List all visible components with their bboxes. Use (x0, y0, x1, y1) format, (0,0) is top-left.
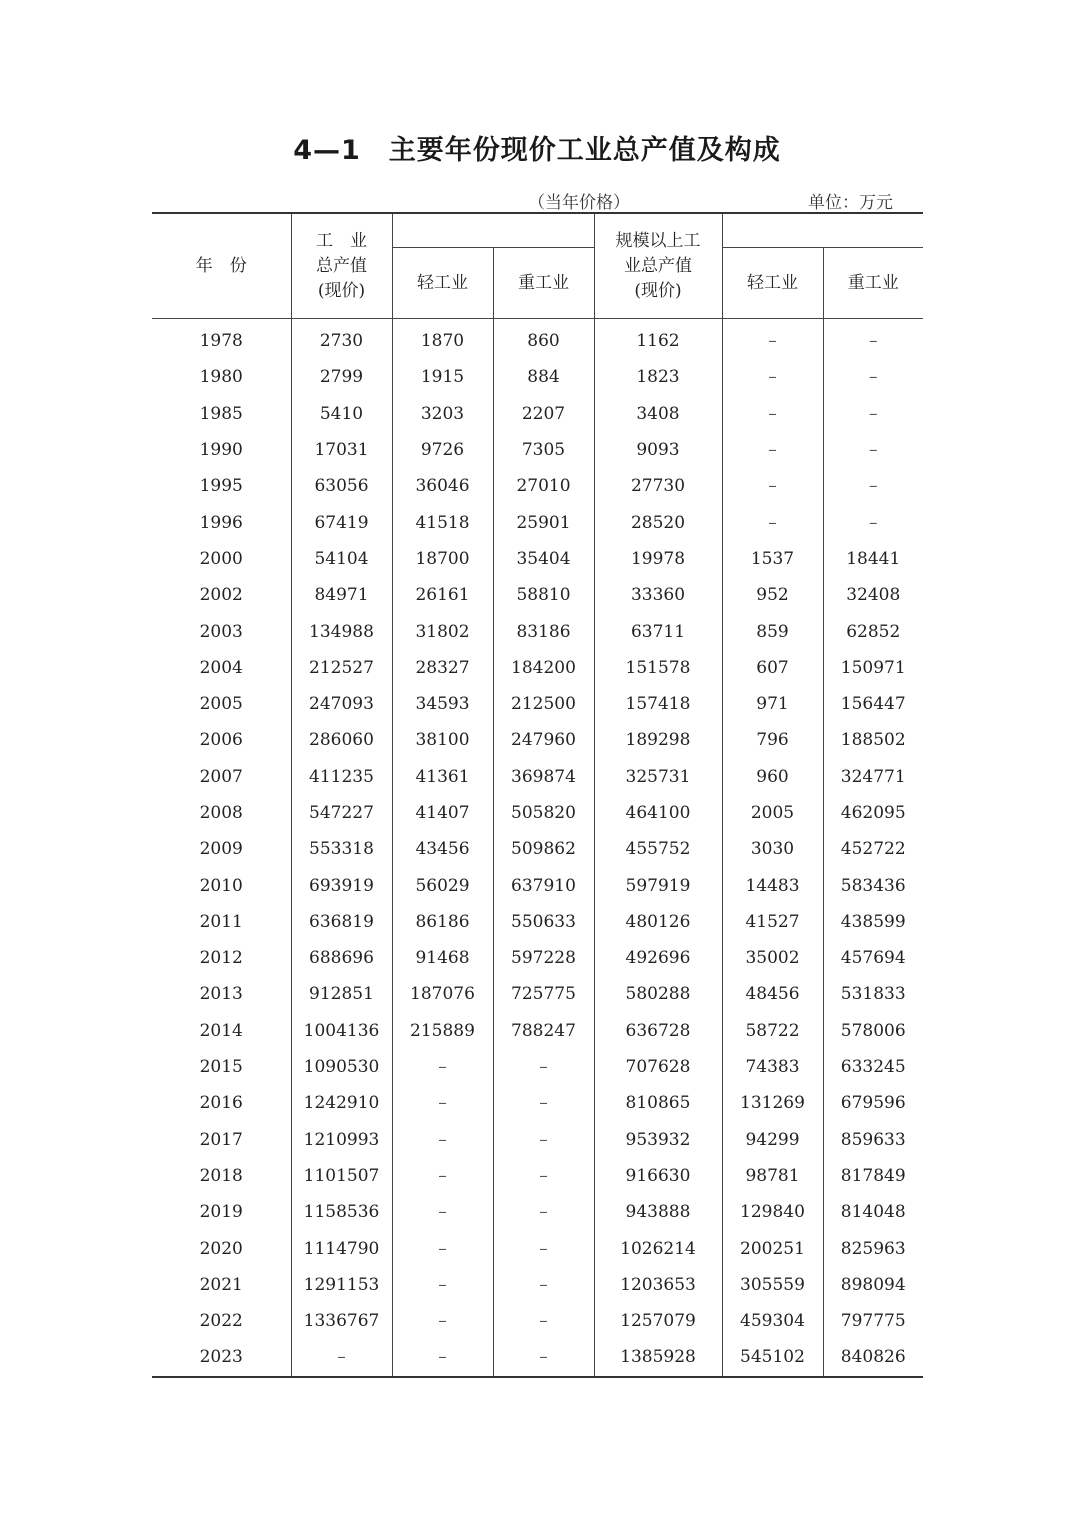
above-scale-light-cell: 41527 (722, 904, 823, 940)
above-scale-light-cell: 952 (722, 577, 823, 613)
gross-output-cell: 1242910 (291, 1085, 392, 1121)
above-scale-light-cell: 94299 (722, 1122, 823, 1158)
light-industry-cell: 91468 (392, 940, 493, 976)
table-row (152, 359, 923, 395)
header-heavy-industry-above-scale: 重工业 (823, 248, 923, 319)
above-scale-light-cell: 131269 (722, 1085, 823, 1121)
header-gross-line2: 总产值 (316, 255, 367, 276)
heavy-industry-cell: – (493, 1158, 594, 1194)
above-scale-light-cell: 796 (722, 722, 823, 758)
above-scale-output-cell: 916630 (594, 1158, 722, 1194)
header-above-line1: 规模以上工 (615, 230, 701, 251)
above-scale-light-cell: 58722 (722, 1013, 823, 1049)
above-scale-heavy-cell: 840826 (823, 1339, 923, 1376)
header-gross-line3: (现价) (317, 280, 366, 301)
gross-output-cell: 1114790 (291, 1230, 392, 1266)
above-scale-light-cell: – (722, 432, 823, 468)
table-row (152, 1267, 923, 1303)
above-scale-light-cell: 200251 (722, 1230, 823, 1266)
light-industry-cell: 28327 (392, 650, 493, 686)
above-scale-output-cell: 325731 (594, 759, 722, 795)
above-scale-heavy-cell: 457694 (840, 948, 906, 969)
table-row (152, 940, 923, 976)
above-scale-light-cell: – (722, 504, 823, 540)
table-row (152, 867, 923, 903)
heavy-industry-cell: 637910 (493, 867, 594, 903)
above-scale-light-cell: 607 (722, 650, 823, 686)
heavy-industry-cell: 884 (493, 359, 594, 395)
light-industry-cell: 34593 (392, 686, 493, 722)
above-scale-light-cell: – (722, 319, 823, 360)
table-row (152, 319, 923, 360)
page-title: 4—1 主要年份现价工业总产值及构成 (293, 135, 781, 166)
heavy-industry-cell: – (493, 1303, 594, 1339)
light-industry-cell: – (392, 1085, 493, 1121)
light-industry-cell: 3203 (392, 396, 493, 432)
table-row (152, 759, 923, 795)
above-scale-heavy-cell: 32408 (846, 585, 901, 606)
above-scale-light-cell: 129840 (722, 1194, 823, 1230)
gross-output-cell: 688696 (291, 940, 392, 976)
above-scale-light-cell: 859 (722, 613, 823, 649)
heavy-industry-cell: – (493, 1085, 594, 1121)
above-scale-light-cell: – (722, 468, 823, 504)
above-scale-heavy-cell: 62852 (846, 621, 901, 642)
table-row (152, 976, 923, 1012)
above-scale-heavy-cell: 438599 (840, 911, 906, 932)
light-industry-cell: 41361 (392, 759, 493, 795)
above-scale-heavy-cell: 156447 (840, 694, 906, 715)
heavy-industry-cell: 509862 (493, 831, 594, 867)
table-row (152, 541, 923, 577)
above-scale-output-cell: 1257079 (594, 1303, 722, 1339)
table-row (152, 396, 923, 432)
year-cell: 2022 (152, 1303, 291, 1339)
light-industry-cell: 1915 (392, 359, 493, 395)
year-cell: 2012 (152, 940, 291, 976)
year-cell: 2002 (152, 577, 291, 613)
above-scale-output-cell: 151578 (594, 650, 722, 686)
above-scale-output-cell: 953932 (594, 1122, 722, 1158)
gross-output-cell: 553318 (291, 831, 392, 867)
above-scale-output-cell: 1026214 (594, 1230, 722, 1266)
year-cell: 1978 (152, 319, 291, 360)
heavy-industry-cell: 25901 (493, 504, 594, 540)
heavy-industry-cell: 35404 (493, 541, 594, 577)
table-row (152, 468, 923, 504)
light-industry-cell: – (392, 1049, 493, 1085)
table-row (152, 722, 923, 758)
year-cell: 2013 (152, 976, 291, 1012)
above-scale-output-cell: 707628 (594, 1049, 722, 1085)
heavy-industry-cell: 550633 (493, 904, 594, 940)
light-industry-cell: 215889 (392, 1013, 493, 1049)
above-scale-output-cell: 1162 (594, 319, 722, 360)
above-scale-output-cell: 480126 (594, 904, 722, 940)
table-header (152, 213, 923, 319)
light-industry-cell: 9726 (392, 432, 493, 468)
above-scale-heavy-cell: – (869, 331, 878, 352)
above-scale-light-cell: 48456 (722, 976, 823, 1012)
heavy-industry-cell: 597228 (493, 940, 594, 976)
year-cell: 2014 (152, 1013, 291, 1049)
year-cell: 1980 (152, 359, 291, 395)
light-industry-cell: 86186 (392, 904, 493, 940)
table-row (152, 432, 923, 468)
gross-output-cell: 247093 (291, 686, 392, 722)
above-scale-output-cell: 19978 (594, 541, 722, 577)
heavy-industry-cell: – (493, 1339, 594, 1376)
heavy-industry-cell: 212500 (493, 686, 594, 722)
above-scale-output-cell: 189298 (594, 722, 722, 758)
table-row (152, 1049, 923, 1085)
table-row (152, 1303, 923, 1339)
gross-output-cell: 912851 (291, 976, 392, 1012)
light-industry-cell: – (392, 1194, 493, 1230)
above-scale-light-cell: 98781 (722, 1158, 823, 1194)
table-row (152, 613, 923, 649)
year-cell: 2019 (152, 1194, 291, 1230)
light-industry-cell: 1870 (392, 319, 493, 360)
above-scale-heavy-cell: 679596 (840, 1093, 906, 1114)
table-row (152, 504, 923, 540)
light-industry-cell: – (392, 1267, 493, 1303)
header-gross-output (291, 213, 392, 319)
above-scale-light-cell: 2005 (722, 795, 823, 831)
table-row (152, 1339, 923, 1376)
above-scale-heavy-cell: 188502 (840, 730, 906, 751)
table-notes (152, 188, 923, 212)
above-scale-heavy-cell: 150971 (840, 657, 906, 678)
heavy-industry-cell: – (493, 1049, 594, 1085)
above-scale-light-cell: – (722, 396, 823, 432)
heavy-industry-cell: – (493, 1267, 594, 1303)
above-scale-heavy-cell: – (869, 476, 878, 497)
heavy-industry-cell: 184200 (493, 650, 594, 686)
heavy-industry-cell: 27010 (493, 468, 594, 504)
gross-output-cell: 1101507 (291, 1158, 392, 1194)
above-scale-heavy-cell: – (869, 403, 878, 424)
above-scale-output-cell: 492696 (594, 940, 722, 976)
heavy-industry-cell: 505820 (493, 795, 594, 831)
heavy-industry-cell: – (493, 1230, 594, 1266)
light-industry-cell: 36046 (392, 468, 493, 504)
table-row (152, 577, 923, 613)
year-cell: 2008 (152, 795, 291, 831)
above-scale-heavy-cell: – (869, 440, 878, 461)
heavy-industry-cell: 7305 (493, 432, 594, 468)
year-cell: 2020 (152, 1230, 291, 1266)
above-scale-light-cell: 3030 (722, 831, 823, 867)
above-scale-heavy-cell: 825963 (840, 1238, 906, 1259)
year-cell: 2018 (152, 1158, 291, 1194)
year-cell: 2011 (152, 904, 291, 940)
gross-output-cell: 1291153 (291, 1267, 392, 1303)
light-industry-cell: 26161 (392, 577, 493, 613)
above-scale-output-cell: 157418 (594, 686, 722, 722)
heavy-industry-cell: 247960 (493, 722, 594, 758)
gross-output-cell: 212527 (291, 650, 392, 686)
above-scale-heavy-cell: 452722 (840, 839, 906, 860)
unit-note: 单位：万元 (808, 193, 893, 213)
header-light-industry-above-scale: 轻工业 (722, 248, 823, 319)
header-gross-breakdown-span (392, 213, 594, 248)
heavy-industry-cell: – (493, 1194, 594, 1230)
gross-output-cell: 547227 (291, 795, 392, 831)
gross-output-cell: 2799 (291, 359, 392, 395)
price-basis-note: （当年价格） (528, 193, 630, 213)
gross-output-cell: 1158536 (291, 1194, 392, 1230)
light-industry-cell: 41518 (392, 504, 493, 540)
above-scale-heavy-cell: 583436 (840, 875, 906, 896)
gross-output-cell: 693919 (291, 867, 392, 903)
above-scale-heavy-cell: 18441 (846, 548, 901, 569)
above-scale-output-cell: 28520 (594, 504, 722, 540)
gross-output-cell: 2730 (291, 319, 392, 360)
heavy-industry-cell: 58810 (493, 577, 594, 613)
gross-output-cell: 17031 (291, 432, 392, 468)
above-scale-light-cell: 459304 (722, 1303, 823, 1339)
heavy-industry-cell: 83186 (493, 613, 594, 649)
above-scale-heavy-cell: 859633 (840, 1129, 906, 1150)
gross-output-cell: 63056 (291, 468, 392, 504)
above-scale-light-cell: 74383 (722, 1049, 823, 1085)
year-cell: 2004 (152, 650, 291, 686)
above-scale-output-cell: 9093 (594, 432, 722, 468)
table-row (152, 1013, 923, 1049)
above-scale-output-cell: 464100 (594, 795, 722, 831)
gross-output-cell: 1210993 (291, 1122, 392, 1158)
table-body (152, 319, 923, 1377)
year-cell: 2016 (152, 1085, 291, 1121)
table-row (152, 686, 923, 722)
above-scale-heavy-cell: 797775 (840, 1311, 906, 1332)
year-cell: 2017 (152, 1122, 291, 1158)
year-cell: 2010 (152, 867, 291, 903)
above-scale-heavy-cell: 817849 (840, 1165, 906, 1186)
light-industry-cell: – (392, 1230, 493, 1266)
year-cell: 2005 (152, 686, 291, 722)
light-industry-cell: – (392, 1339, 493, 1376)
year-cell: 2006 (152, 722, 291, 758)
gross-output-cell: 134988 (291, 613, 392, 649)
above-scale-heavy-cell: – (869, 367, 878, 388)
light-industry-cell: – (392, 1158, 493, 1194)
header-year: 年 份 (152, 213, 291, 319)
above-scale-output-cell: 636728 (594, 1013, 722, 1049)
gross-output-cell: 411235 (291, 759, 392, 795)
above-scale-light-cell: 14483 (722, 867, 823, 903)
heavy-industry-cell: 2207 (493, 396, 594, 432)
gross-output-cell: 67419 (291, 504, 392, 540)
gross-output-cell: 636819 (291, 904, 392, 940)
gross-output-cell: 5410 (291, 396, 392, 432)
table-row (152, 795, 923, 831)
light-industry-cell: 43456 (392, 831, 493, 867)
light-industry-cell: 41407 (392, 795, 493, 831)
year-cell: 2021 (152, 1267, 291, 1303)
table-row (152, 1230, 923, 1266)
above-scale-output-cell: 33360 (594, 577, 722, 613)
above-scale-light-cell: – (722, 359, 823, 395)
gross-output-cell: 1004136 (291, 1013, 392, 1049)
year-cell: 1996 (152, 504, 291, 540)
heavy-industry-cell: 860 (493, 319, 594, 360)
heavy-industry-cell: 369874 (493, 759, 594, 795)
above-scale-light-cell: 305559 (722, 1267, 823, 1303)
above-scale-output-cell: 580288 (594, 976, 722, 1012)
light-industry-cell: – (392, 1122, 493, 1158)
above-scale-light-cell: 960 (722, 759, 823, 795)
year-cell: 2003 (152, 613, 291, 649)
above-scale-heavy-cell: – (869, 512, 878, 533)
light-industry-cell: 187076 (392, 976, 493, 1012)
above-scale-output-cell: 455752 (594, 831, 722, 867)
year-cell: 2000 (152, 541, 291, 577)
header-above-breakdown-span (722, 213, 923, 248)
gross-output-cell: 1336767 (291, 1303, 392, 1339)
above-scale-output-cell: 1385928 (594, 1339, 722, 1376)
above-scale-light-cell: 35002 (722, 940, 823, 976)
table-row (152, 904, 923, 940)
light-industry-cell: – (392, 1303, 493, 1339)
table-row (152, 1194, 923, 1230)
gross-output-cell: 1090530 (291, 1049, 392, 1085)
above-scale-output-cell: 3408 (594, 396, 722, 432)
year-cell: 2023 (152, 1339, 291, 1376)
above-scale-output-cell: 63711 (594, 613, 722, 649)
above-scale-heavy-cell: 633245 (840, 1057, 906, 1078)
heavy-industry-cell: – (493, 1122, 594, 1158)
table-row (152, 1085, 923, 1121)
header-above-scale-output (594, 213, 722, 319)
heavy-industry-cell: 725775 (493, 976, 594, 1012)
year-cell: 1985 (152, 396, 291, 432)
data-table-container (152, 212, 923, 1378)
industrial-output-table (152, 212, 923, 1378)
above-scale-output-cell: 1203653 (594, 1267, 722, 1303)
above-scale-output-cell: 810865 (594, 1085, 722, 1121)
header-light-industry: 轻工业 (392, 248, 493, 319)
header-gross-line1: 工 业 (316, 230, 367, 251)
gross-output-cell: 84971 (291, 577, 392, 613)
above-scale-output-cell: 597919 (594, 867, 722, 903)
light-industry-cell: 18700 (392, 541, 493, 577)
above-scale-output-cell: 943888 (594, 1194, 722, 1230)
gross-output-cell: 54104 (291, 541, 392, 577)
table-row (152, 650, 923, 686)
above-scale-heavy-cell: 462095 (840, 803, 906, 823)
above-scale-light-cell: 1537 (722, 541, 823, 577)
above-scale-heavy-cell: 898094 (840, 1274, 906, 1295)
year-cell: 2007 (152, 759, 291, 795)
year-cell: 2009 (152, 831, 291, 867)
above-scale-heavy-cell: 324771 (840, 766, 906, 787)
light-industry-cell: 31802 (392, 613, 493, 649)
above-scale-output-cell: 1823 (594, 359, 722, 395)
table-row (152, 831, 923, 867)
above-scale-heavy-cell: 814048 (840, 1202, 906, 1223)
header-above-line3: (现价) (634, 280, 682, 301)
above-scale-heavy-cell: 578006 (840, 1020, 906, 1041)
above-scale-light-cell: 971 (722, 686, 823, 722)
above-scale-light-cell: 545102 (722, 1339, 823, 1376)
year-cell: 2015 (152, 1049, 291, 1085)
above-scale-heavy-cell: 531833 (840, 984, 906, 1005)
heavy-industry-cell: 788247 (493, 1013, 594, 1049)
table-row (152, 1122, 923, 1158)
header-above-line2: 业总产值 (624, 255, 692, 276)
year-cell: 1995 (152, 468, 291, 504)
header-heavy-industry: 重工业 (493, 248, 594, 319)
gross-output-cell: – (291, 1339, 392, 1376)
light-industry-cell: 38100 (392, 722, 493, 758)
above-scale-output-cell: 27730 (594, 468, 722, 504)
table-row (152, 1158, 923, 1194)
year-cell: 1990 (152, 432, 291, 468)
gross-output-cell: 286060 (291, 722, 392, 758)
light-industry-cell: 56029 (392, 867, 493, 903)
